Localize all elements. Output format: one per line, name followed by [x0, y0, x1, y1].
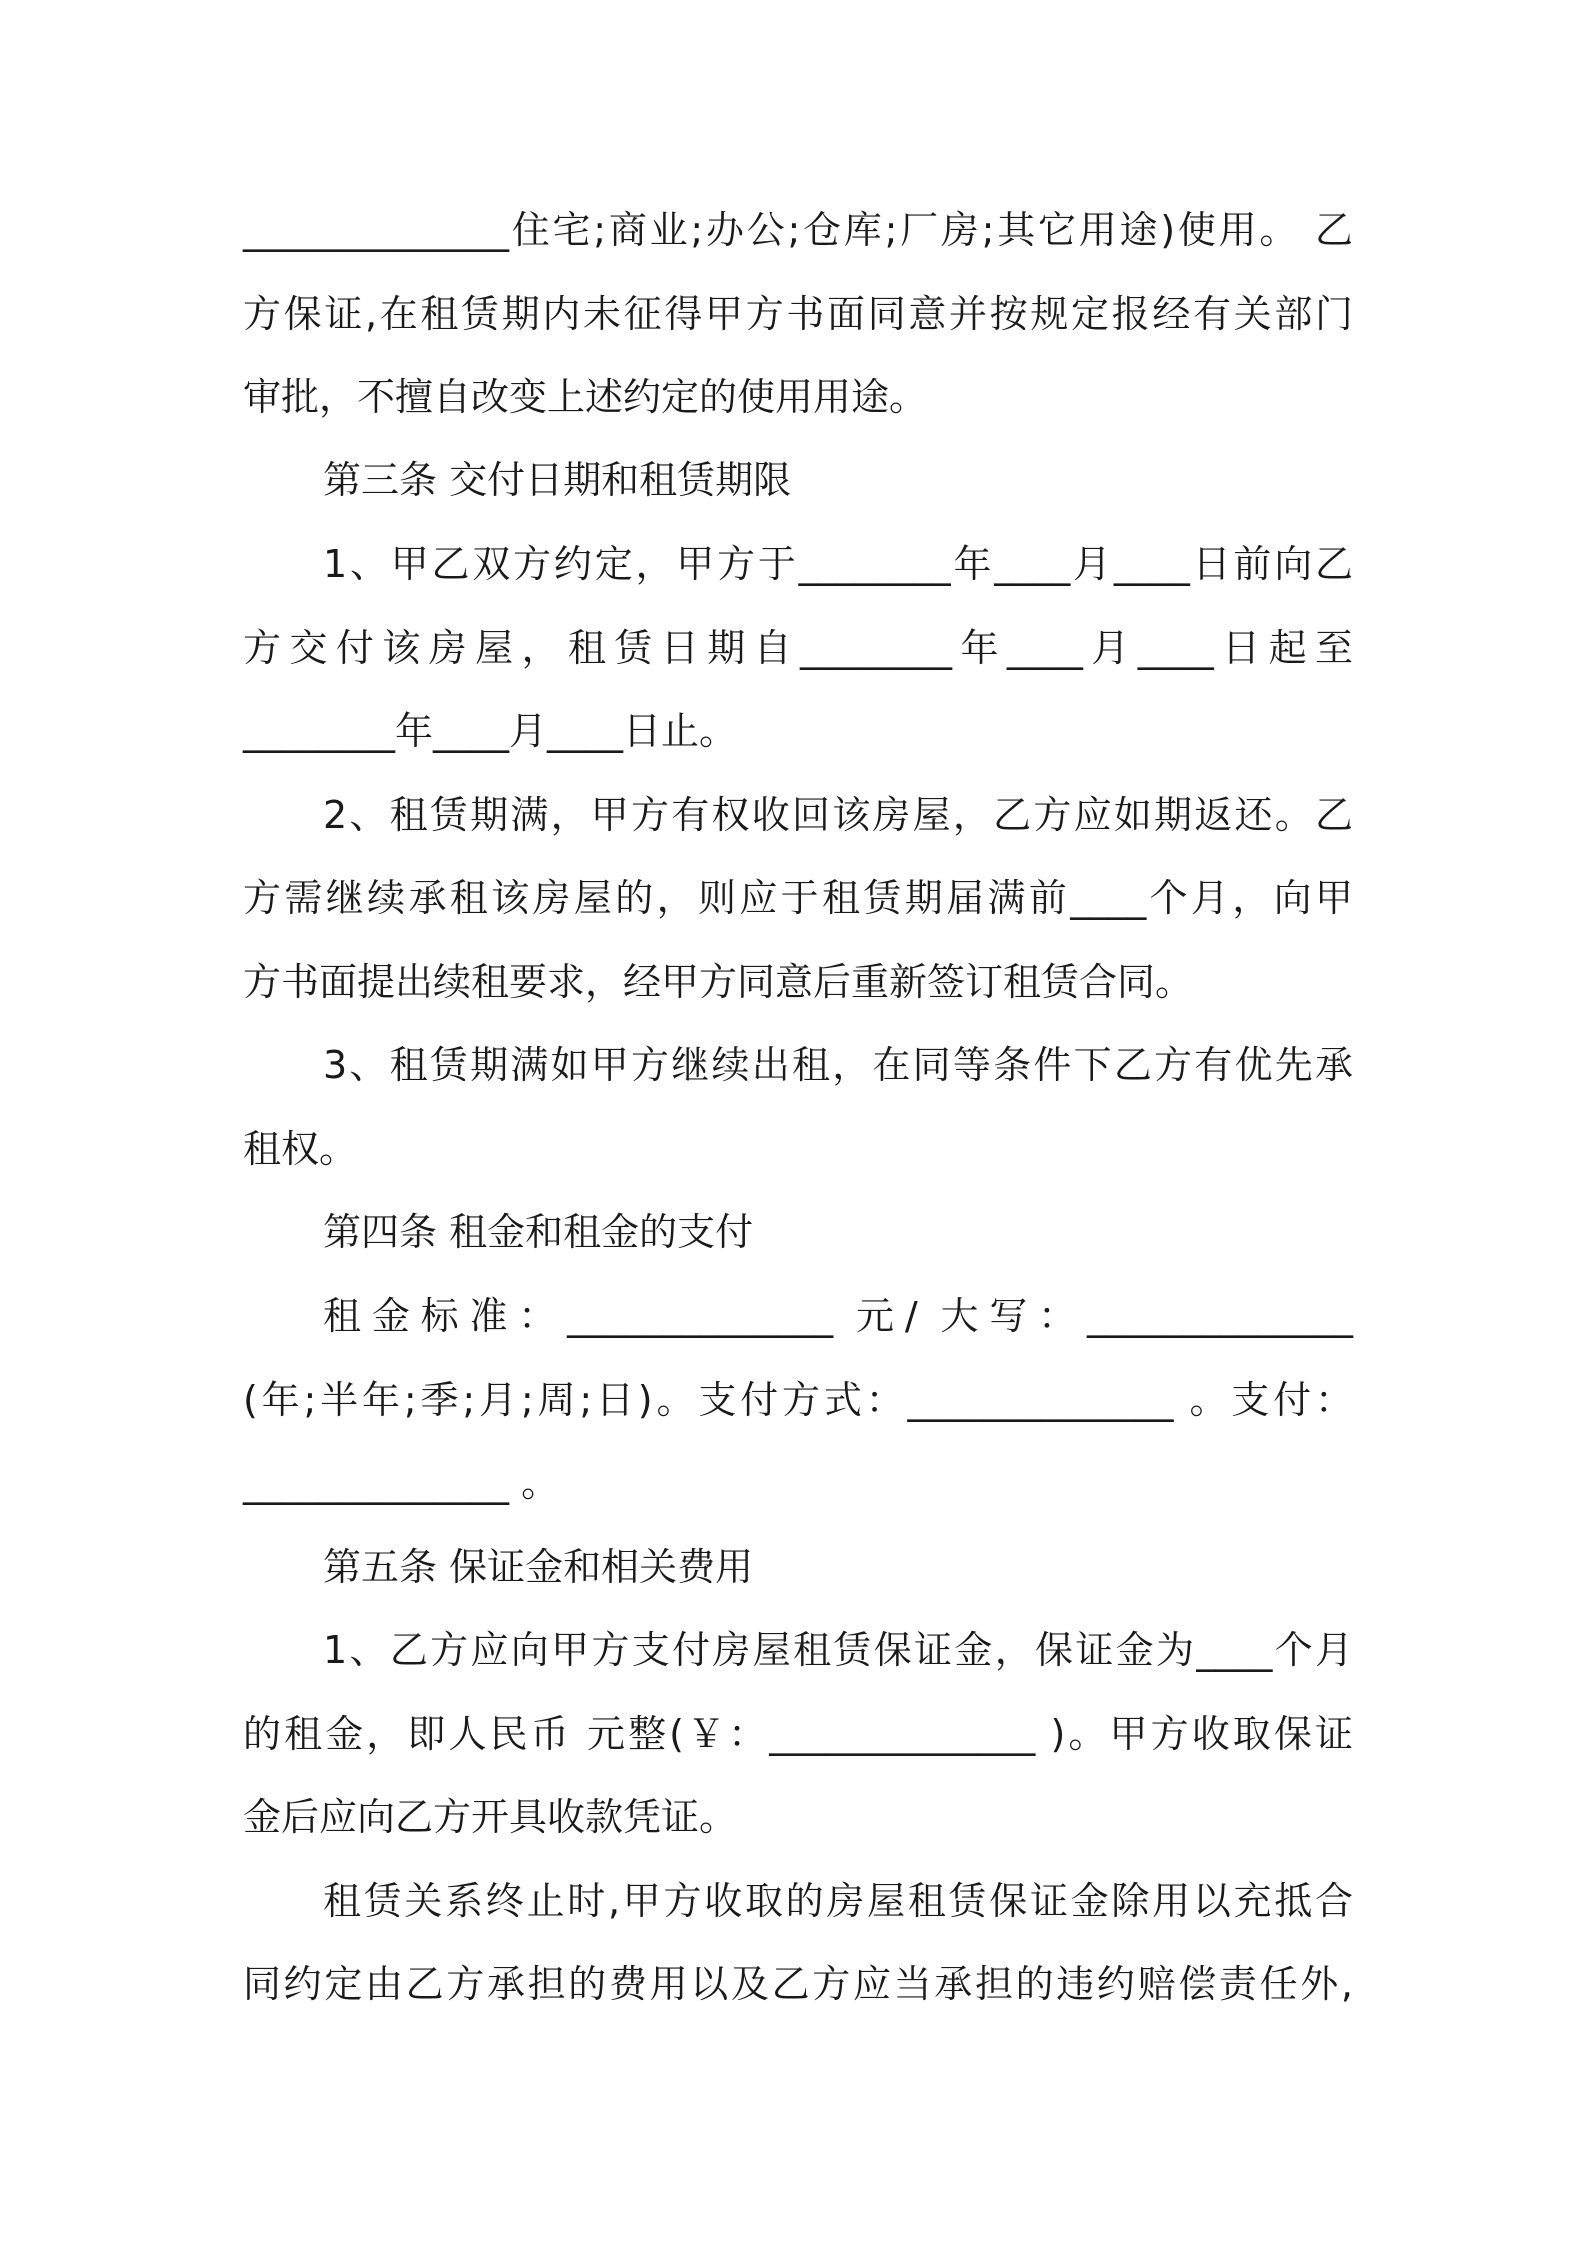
text-line-20: 金后应向乙方开具收款凭证。	[243, 1795, 738, 1839]
text-line-11: 3、租赁期满如甲方继续出租，在同等条件下乙方有优先承	[323, 1043, 1353, 1087]
text-line-7: ________年____月____日止。	[243, 709, 738, 753]
text-line-8: 2、租赁期满，甲方有权收回该房屋，乙方应如期返还。乙	[323, 793, 1353, 837]
text-line-5: 1、甲乙双方约定，甲方于________年____月____日前向乙	[323, 542, 1353, 586]
text-line-10: 方书面提出续租要求，经甲方同意后重新签订租赁合同。	[243, 960, 1194, 1004]
section-heading-5: 第五条 保证金和相关费用	[323, 1545, 754, 1589]
text-line-12: 租权。	[243, 1127, 358, 1171]
text-line-6: 方交付该房屋，租赁日期自________年____月____日起至	[243, 626, 1353, 670]
text-line-14: 租金标准：______________ 元/ 大写：______________	[323, 1294, 1353, 1338]
text-line-21: 租赁关系终止时,甲方收取的房屋租赁保证金除用以充抵合	[323, 1879, 1353, 1923]
text-line-18: 1、乙方应向甲方支付房屋租赁保证金，保证金为____个月	[323, 1628, 1353, 1672]
text-line-15: (年;半年;季;月;周;日)。支付方式：______________ 。支付：	[243, 1378, 1353, 1422]
section-heading-4: 第四条 租金和租金的支付	[323, 1210, 754, 1254]
text-line-3: 审批，不擅自改变上述约定的使用用途。	[243, 375, 928, 419]
text-line-22: 同约定由乙方承担的费用以及乙方应当承担的违约赔偿责任外,	[243, 1962, 1353, 2006]
text-line-16: ______________ 。	[243, 1461, 560, 1505]
text-line-1: ______________住宅;商业;办公;仓库;厂房;其它用途)使用。 乙	[243, 208, 1353, 252]
text-line-2: 方保证,在租赁期内未征得甲方书面同意并按规定报经有关部门	[243, 292, 1353, 336]
section-heading-3: 第三条 交付日期和租赁期限	[323, 458, 792, 502]
text-line-19: 的租金，即人民币 元整(￥：______________ )。甲方收取保证	[243, 1712, 1353, 1756]
text-line-9: 方需继续承租该房屋的，则应于租赁期届满前____个月，向甲	[243, 876, 1353, 920]
